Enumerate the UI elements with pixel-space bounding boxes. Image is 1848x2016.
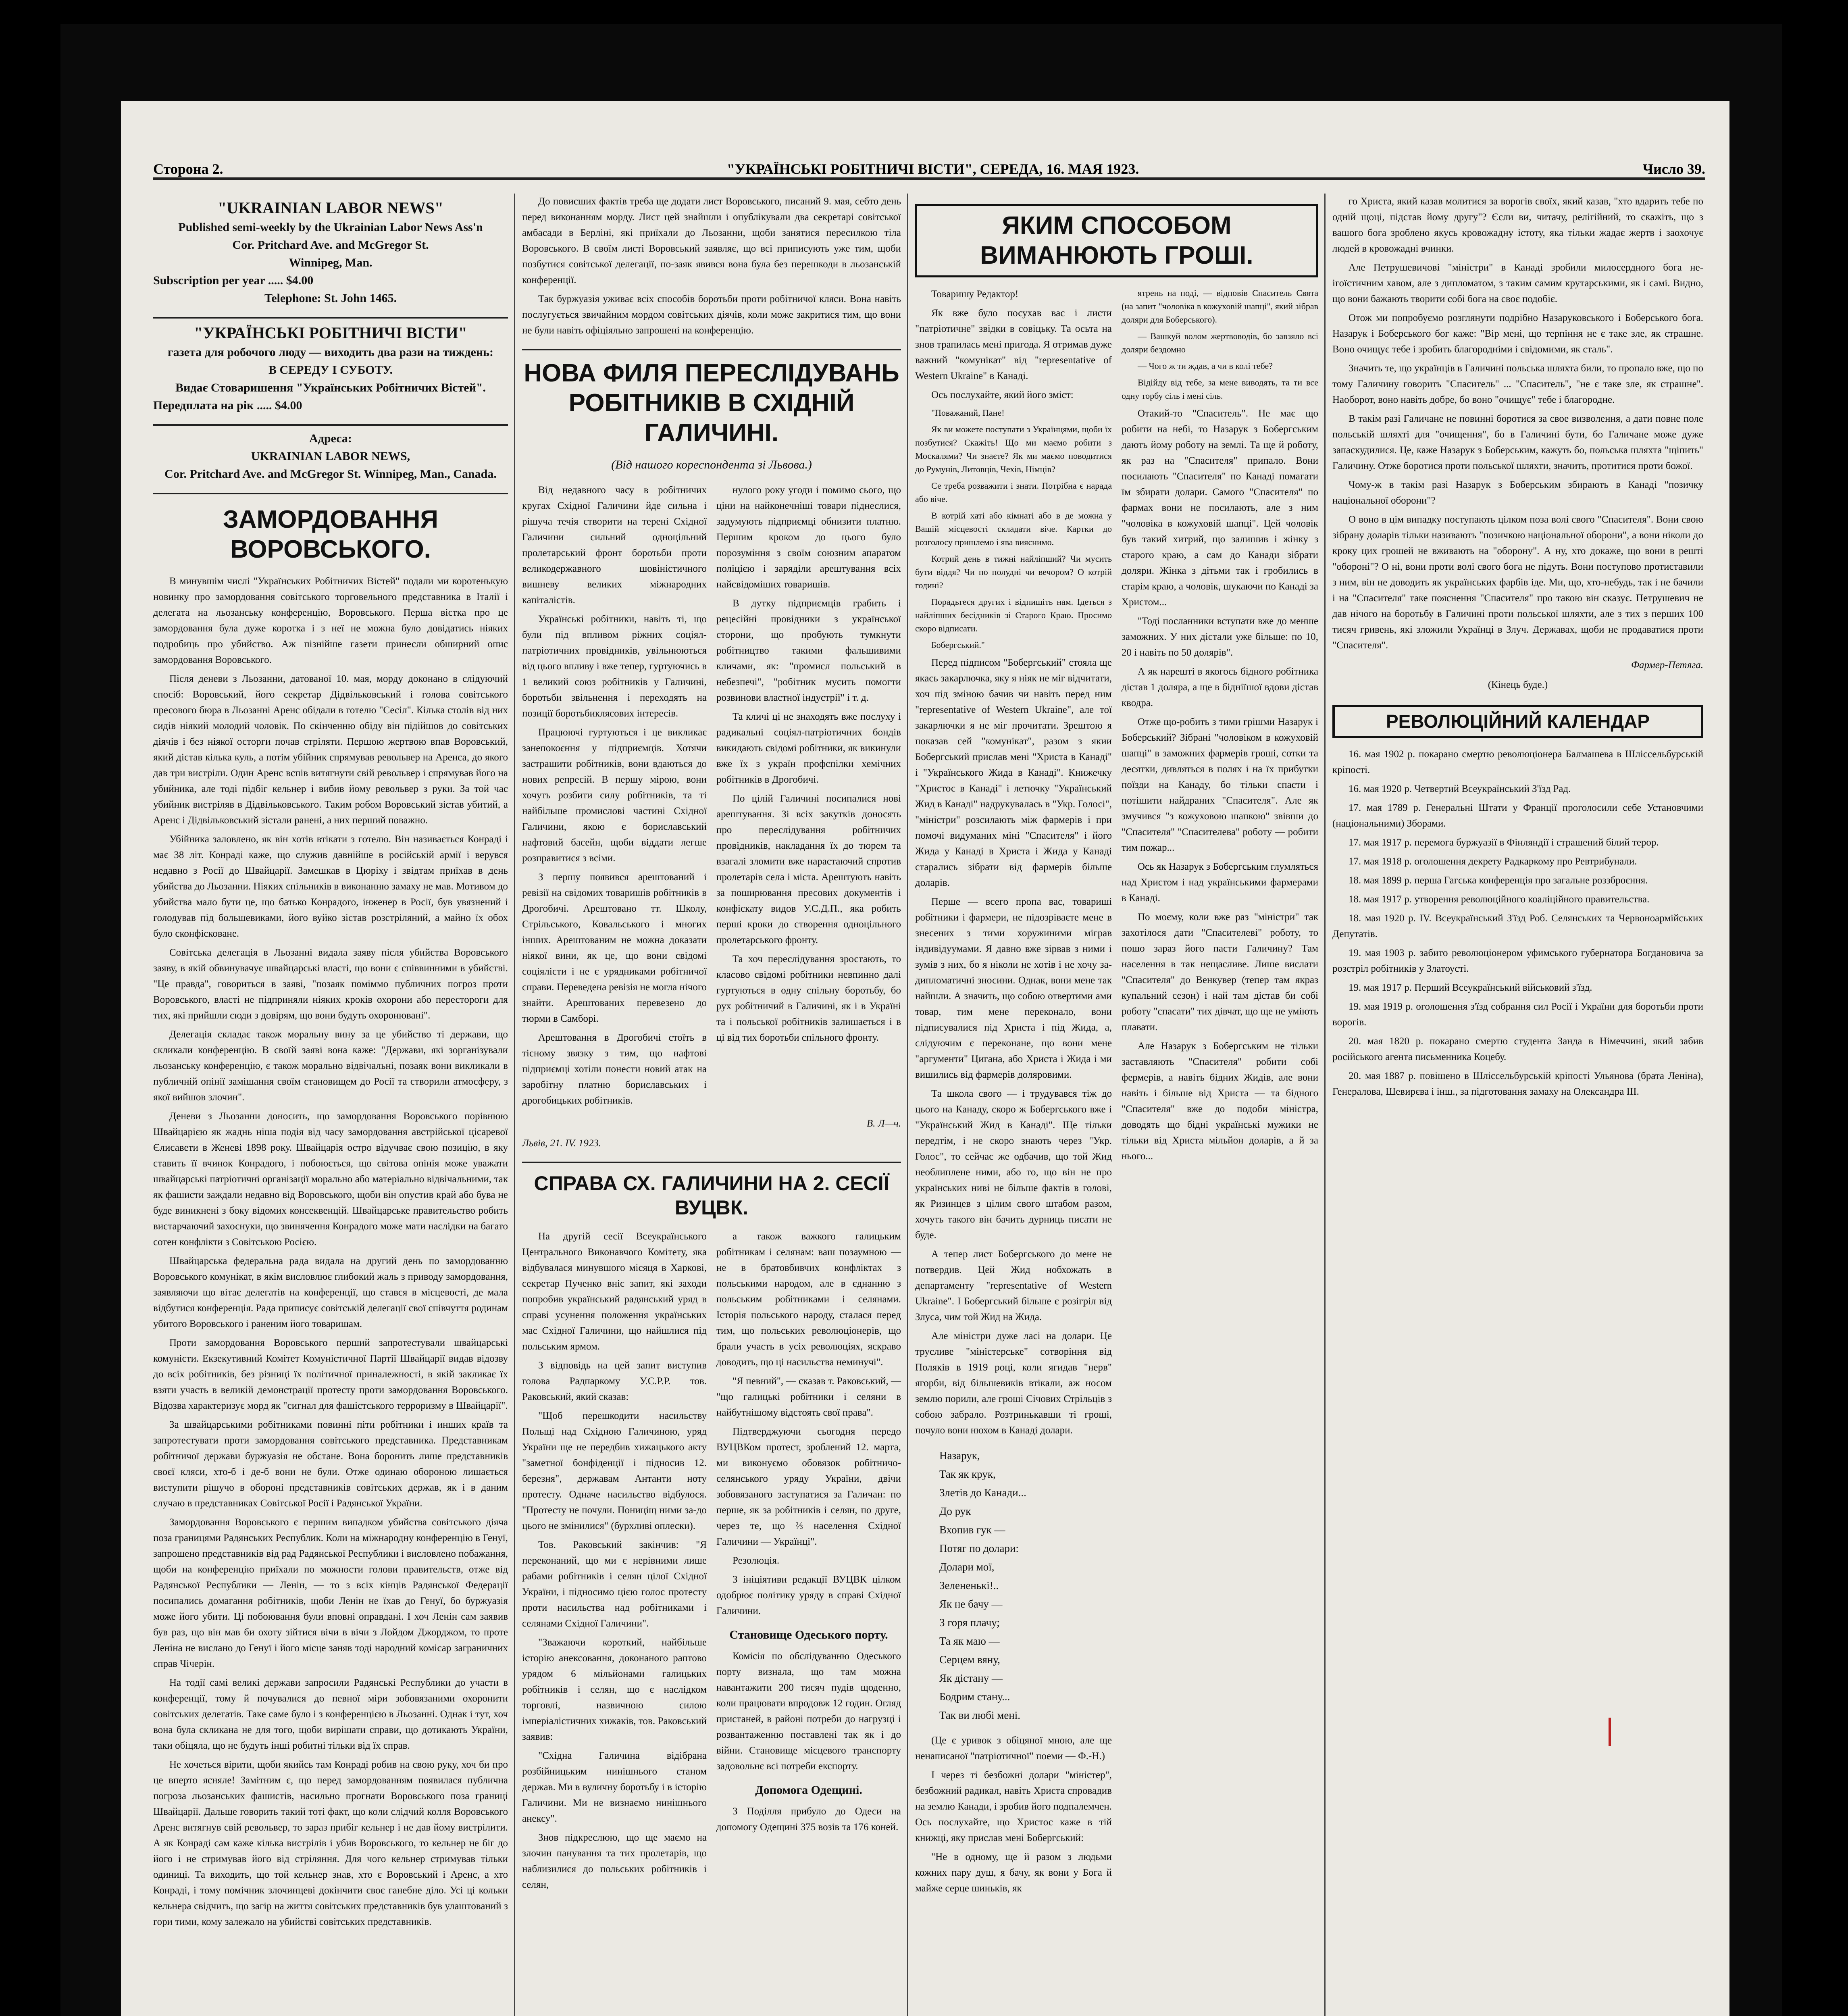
paragraph: Так буржуазія уживає всіх способів боротьби проти робітничої кляси. Вона навіть послугується звичайним мордом совітських діячів, коли може закритися тим, що вони не були навіть офіціяльно запрошені на конференцію. bbox=[522, 294, 901, 336]
article-body bbox=[522, 1229, 707, 1896]
masthead-ukr bbox=[153, 319, 508, 426]
paragraph: Від недавного часу в робітничих кругах Східної Галичини йде сильна і рішуча течія створити на терені Східної Галичини сильний одноцільний пролетарський фронт боротьби проти великодержавного шовіністичного вишневу великих міжнародних капіталістів. bbox=[522, 485, 707, 606]
poem-line: Та як маю — bbox=[939, 1635, 1000, 1647]
paragraph: Тов. Раковський закінчив: "Я переконаний, що ми є нерівними лише рабами робітників і селян цілої Східної України, і підносимо цією голос протесту проти насильства над робітниками і селянами Східної Галичини". bbox=[522, 1539, 707, 1629]
masthead-line: Видає Стоваришення "Українських Робітничих Вістей". bbox=[175, 381, 486, 394]
paragraph: Перше — всего пропа вас, товариші робітники і фармери, не підозріваєте мене в знесених з тими хоружиними міграв індивідуумами. Я давно вже зірвав з ними і зумів з них, бо я ніколи не хотів і не хочу за-дипломатичні зносини. Однак, вони мене так найшли. А значить, що собою отвертими ами товар, тим мене переконало, вони підписувалися під Христа і під Жида, а, слідуючим є переконане, що вони мене "аргументи" Цигана, або Христа і Жида і ми вишились від фармерів доляровими. bbox=[915, 896, 1112, 1080]
quoted-text bbox=[1122, 286, 1318, 402]
paragraph: Порадьтеся других і відпишіть нам. Ідеться з найліпших бесідників зі Старого Краю. Просимо скоро відписати. bbox=[915, 597, 1112, 633]
paragraph: В минувшім числі "Українських Робітничих Вістей" подали ми коротенькую новинку про замордовання совітського торговельного представника в Італії і делегата на льозанську конференцію, Воровського. Перша вістка про це замордовання була дуже коротка і з неї не можна було довідатись ніяких подробиць про убийство. Аж пізнійше газети принесли обширний опис замордовання Воровського. bbox=[153, 576, 508, 665]
paragraph: — Вашкуй волом жертвоводів, бо завзяло всі доляри бездомно bbox=[1122, 331, 1318, 354]
poem-line: До рук bbox=[939, 1505, 971, 1517]
poem-line: Серцем вяну, bbox=[939, 1654, 1000, 1666]
paragraph: Відійду від тебе, за мене виводять, та ти все одну торбу сіль і мені сіль. bbox=[1122, 377, 1318, 401]
paragraph: — Чого ж ти ждав, а чи в колі тебе? bbox=[1138, 361, 1273, 371]
to-be-continued: (Кінець буде.) bbox=[1488, 679, 1548, 690]
poem bbox=[939, 1446, 1112, 1724]
column-4 bbox=[1332, 194, 1703, 1103]
address-line: UKRAINIAN LABOR NEWS, bbox=[251, 450, 410, 463]
paragraph: 17. мая 1917 р. перемога буржуазії в Фінляндії і страшений білий терор. bbox=[1349, 837, 1659, 848]
telephone: Telephone: St. John 1465. bbox=[264, 292, 397, 305]
paragraph: Перед підписом "Бобергський" стояла ще якась закарлючка, яку я ніяк не міг відчитати, хоч під зміною бачив чи навіть перед ним "representative of Western Ukraine", але тої закарлючки я не міг прочитати. Зрештою я показав сей "комунікат", разом з якии Бобергський прислав мені "Христа в Канаді" і "Українського Жида в Канаді". Книжечку "Христос в Канаді" і летючку "Український Жид в Канаді" надрукувалась в "Укр. Голосі", "міністри" розсилають між фармерів і при помочі видуманих міні "Спасителя" і його Жида у Канаді в Христа і Жида у Канаді старались зібрати від фармерів більше доларів. bbox=[915, 657, 1112, 888]
paragraph: Але міністри дуже ласі на долари. Це трусливе "міністерське" сотворіння від Поляків в 1919 році, коли ягидав "нерв" ягорби, від більшевиків втікали, аж носом землю порили, але гроші Січових Стрільців з собою забрало. Розтринькавши ті гроші, почуло вони нюхом в Канаді долари. bbox=[915, 1331, 1112, 1436]
paragraph: "Тоді посланники вступати вже до менше заможних. У них дістали уже більше: по 10, 20 і навіть по 50 долярів". bbox=[1122, 616, 1318, 658]
paragraph: а також важкого галицьким робітникам і селянам: ваш позаумною — не в братовбивчих конфліктах з польськими народом, але в єднанню з польським робітниками і селянами. Історія польського народу, сталася перед тим, що польських революціонерів, що брали участь в усіх революціях, яскраво доводить, що ці насильства неминучі". bbox=[716, 1231, 901, 1368]
paragraph: 16. мая 1902 р. покарано смертю революціонера Балмашева в Шліссельбурській кріпості. bbox=[1332, 749, 1703, 775]
author-signature: Фармер-Петяга. bbox=[1631, 660, 1703, 671]
poem-line: Як дістану — bbox=[939, 1672, 1003, 1684]
paragraph: "Щоб перешкодити насильству Польщі над Східною Галичиною, уряд України ще не передбив хижацького акту "заметної бонфіденції і підносив 12. березня", державам Антанти ноту протесту. Одначе насильство відбулося. "Протесту не почули. Пониціщ ними за-до цього не змінилися" (бурхливі оплески). bbox=[522, 1410, 707, 1531]
poem-line: Зелененькі!.. bbox=[939, 1579, 999, 1591]
paragraph: Бобергський." bbox=[931, 640, 985, 650]
paragraph: "Не в одному, ще й разом з людьми кожних пару душ, я бачу, як вони у Бога й майже серце шиньків, як bbox=[915, 1851, 1112, 1894]
article-body bbox=[915, 1733, 1112, 1896]
paragraph: Як ви можете поступати з Українцями, щоби їх позбутися? Скажіть! Що ми маємо робити з Москалями? Чи знаєте? Як ми маємо поводитися до Румунів, Литовців, Чехів, Німців? bbox=[915, 424, 1112, 474]
paragraph: З Поділля прибуло до Одеси на допомогу Одещині 375 возів та 176 коней. bbox=[716, 1806, 901, 1833]
ink-mark bbox=[1609, 1718, 1611, 1746]
paragraph: З відповідь на цей запит виступив голова Радпаркому У.С.Р.Р. тов. Раковський, який сказав: bbox=[522, 1360, 707, 1402]
paragraph: Отакий-то "Спаситель". Не має що робити на небі, то Назарук з Бобергським дають йому роботу на землі. Та ще й роботу, як раз на "Спасителя" припало. Вони посилають "Спасителя" по Канаді помагати їм збирати долари. Самого "Спасителя" по фармах вони не посилають, але з ним "чоловіка в кожуховій шапці". Цей чоловік був такий хитрий, що залишив і жінку з старого краю, а сам до Канади зібрати доляри. Жінка з дітьми так і гробились в старім краю, а чоловік, шукаючи по Канаді за Христом... bbox=[1122, 408, 1318, 608]
column-rule bbox=[1324, 194, 1326, 2016]
masthead-title-ua: "УКРАЇНСЬКІ РОБІТНИЧІ ВІСТИ" bbox=[194, 324, 467, 342]
paragraph: Делегація складає також моральну вину за це убийство ті держави, що скликали конференцію. В своїй заяві вона каже: "Держави, які зорганізували льозанську конференцію, є також морально відвічальні, позаяк вони викликали в публичній опінії замішання своїм становищем до Росії та створили атмосферу, з якої вийшов злочин". bbox=[153, 1029, 508, 1103]
paragraph: Отож ми попробуємо розглянути подрібно Назаруковського і Боберського бога. Назарук і Боберського бог каже: "Вір мені, що терпіння не є таке зле, як страшне. Воно очищує тебе і зробить благородніми і свідомими, як сталь". bbox=[1332, 312, 1703, 355]
masthead-line: В СЕРЕДУ І СУБОТУ. bbox=[268, 363, 393, 377]
two-column-body bbox=[915, 286, 1318, 1899]
subscription-price: Subscription per year ..... $4.00 bbox=[153, 274, 314, 287]
column-1 bbox=[153, 194, 508, 1933]
paragraph: Підтверджуючи сьогодня передо ВУЦВКом протест, зроблений 12. марта, ми виконуємо обовязок робітничо-селянського уряду України, двічи зобовязаного заступатися за Галичан: по перше, як за робітників і селян, по друге, через те, що ⅔ населення Східної Галичини — Українці". bbox=[716, 1426, 901, 1547]
paragraph: Убійника заловлено, як він хотів втікати з готелю. Він називається Конраді і має 38 літ. Конраді каже, що служив давнійше в російській армії і верувся недавно з Росії до Швайцарії. Замешкав в Цюріху і звідтам приїхав в день убийства до Льозанни. Ніяких спільників в виконанню замаху не мав. Мотивом до убийства мало бути це, що батько Конрадого, інженер в Росії, був увязнений і голодував під большевиками, його вуйко зістав розстріляний, а майно їх обох було сконфісковане. bbox=[153, 834, 508, 939]
paragraph: го Христа, який казав молитися за ворогів своїх, який казав, "хто вдарить тебе по одній щоці, підстав йому другу"? Єсли ви, читачу, релігійний, то скажіть, що з вашого бога зроблено якусь кровожадну істоту, яка тільки жадає жертв і заохочує людей в кровожадні вчинки. bbox=[1332, 196, 1703, 254]
issue-number: Число 39. bbox=[1642, 161, 1705, 177]
article-body bbox=[716, 1229, 901, 1619]
paragraph: А тепер лист Бобергського до мене не потвердив. Цей Жид нобхожать в департаменту "representative of Western Ukraine". І Бобергський більше є розігріл від Злуса, чим той Жид на Жида. bbox=[915, 1249, 1112, 1322]
poem-line: Злетів до Канади... bbox=[939, 1487, 1026, 1499]
article-body bbox=[716, 1229, 901, 1896]
masthead-title-en: "UKRAINIAN LABOR NEWS" bbox=[217, 199, 444, 217]
column-rule bbox=[514, 194, 515, 2016]
poem-line: Назарук, bbox=[939, 1450, 980, 1462]
article-body bbox=[1122, 286, 1318, 1899]
paragraph: нулого року угоди і помимо сього, що ціни на найконечніші товари піднеслися, задумують підприємці обнизити платню. Першим кроком до цього було порозуміння з своїм союзним апаратом поліцією і заряділи арештування всіх найсвідоміших товаришів. bbox=[716, 485, 901, 590]
two-column-body bbox=[522, 1229, 901, 1896]
paragraph: За швайцарськими робітниками повинні піти робітники і инших країв та запротестувати проти замордовання совітського представника. Представникам робітничої держави буржуазія не обстане. Вона боронить лише представників своєї кляси, хто-б і де-б вони не були. Отже одинаю обороною лишається виступити рішучо в обороні представників совітських держав, як і в даним случаю в представниках Совітської Росії і Радянської України. bbox=[153, 1419, 508, 1509]
paragraph: 18. мая 1917 р. утворення революційного коаліційного правительства. bbox=[1349, 894, 1650, 905]
paragraph: 18. мая 1899 р. перша Гагська конференція про загальне роззброєння. bbox=[1349, 875, 1648, 886]
paragraph: З ініціятиви редакції ВУЦВК цілком одобрює політику уряду в справі Східної Галичини. bbox=[716, 1574, 901, 1616]
masthead-line: Cor. Pritchard Ave. and McGregor St. bbox=[232, 238, 429, 252]
paragraph: Після деневи з Льозанни, датованої 10. мая, морду доконано в слідуючий спосіб: Воровський, його секретар Дідвільковський і голова совітського пресового бюра в Льозанні Аренс обідали в готелю "Сесіл". Кілька столів від них сидів ніякий молодий чоловік. По скінченню обіду він підійшов до совітських діячів і без ніякої осторги почав стріляти. Першою жертвою впав Воровський, який дістав кілька куль, а потім убійник спрямував револьвер на Аренса, до якого дав три вистріли. Один Аренс вспів витягнути свій револьвер і спрямував його на убийника, але тоді підбіг кельнер і вибив йому револьвер з руки. За той час убийник вистріляв в Дідвільковського. Таким робом Воровський зістав убитий, а Аренс і Дідвільковський зістали ранені, а них перший поважно. bbox=[153, 673, 508, 826]
paragraph: Резолюція. bbox=[733, 1555, 780, 1566]
paragraph: Отже що-робить з тими грішми Назарук і Боберський? Зібрані "чоловіком в кожуховій шапці" в заможних фармерів гроші, сотки та десятки, дивляться в полях і на їх прибутки поїзди на Канаду, бо тільки спасти і потішити найдраних "Спасителя". Але як змучився "з кожуховою шапкою" звівши до "Спасителя" "Спасителева" роботу — робити тим пожар... bbox=[1122, 716, 1318, 853]
paragraph: Ось послухайте, який його зміст: bbox=[931, 389, 1074, 400]
poem-line: Долари мої, bbox=[939, 1561, 995, 1573]
paragraph: Українські робітники, навіть ті, що були під впливом ріжних соціял-патріотичних провідників, увільнюються від цього впливу і вже тепер, гуртуючись в 1 великий союз робітників у Галичині, боротьби звільнення і переходять на позиції боротьбиклясових інтересів. bbox=[522, 614, 707, 719]
poem-line: Вхопив гук — bbox=[939, 1524, 1005, 1536]
poem-line: Так ви любі мені. bbox=[939, 1709, 1021, 1721]
paragraph: До повисших фактів треба ще додати лист Воровського, писаний 9. мая, себто день перед виконанням морду. Лист цей знайшли і опублікували два секретарі совітської амбасади в Берліні, які приїхали до Льозанни, щоби занятися пересилкою тіла Воровського. В своїм листі Воровський заявляє, що всі приписують уже тим, щоби позбутися совітської делегації, по-заяк явився вона була без перешкоди в льозанській конференції. bbox=[522, 196, 901, 285]
paragraph: Котрий день в тижні найліпший? Чи мусить бути віддя? Чи по полудні чи вечором? О котрій годині? bbox=[915, 554, 1112, 590]
poem-line: Потяг по долари: bbox=[939, 1542, 1019, 1554]
paragraph: На тодії самі великі держави запросили Радянські Республики до участи в конференції, тому й почувалися до певної міри зобовязаними охоронити совітських делегатів. Таке саме було і з конференцією в Льозанні. Однак і тут, хоч вона була скликана не для того, щоби вирішати справи, що дотикають України, таки обіцяла, що не будуть інші робитні тільки від їх справ. bbox=[153, 1677, 508, 1751]
paragraph: А як нарешті в якогось бідного робітника дістав 1 доляра, а ще в бідніїшої вдови дістав кводра. bbox=[1122, 666, 1318, 708]
poem-line: Як не бачу — bbox=[939, 1598, 1003, 1610]
paragraph: Не хочеться вірити, щоби якийсь там Конраді робив на свою руку, хоч би про це вперто ясняле! Замітним є, що перед замордованням появилася публична погроза льозанських фашистів, насильно прогнати Воровського поза границі Швайцарії. Дальше говорить такий тоті факт, що коли слідчий колля Воровського Аренс витягнув свій револьвер, то зараз прибіг кельнер і не дав йому вистрілити. А як Конраді сам каже кілька вистрілів і убив Воровського, то кельнер не біг до його і не стримував його від стріляння. Для чого кельнер стримував тільки одиниці. Та виходить, що той кельнер знав, хто є Воровський і Аренс, а хто Конраді, і тому помічник злочинцеві докінчити своє ганебне діло. Усі ці кольки кельнера свідчить, що загір на життя совітських представників був улаштований з гори тими, кому залежало на убийстві совітських представників. bbox=[153, 1759, 508, 1927]
paragraph: 19. мая 1903 р. забито революціонером уфимського губернатора Богдановича за розстріл робітників у Златоусті. bbox=[1332, 948, 1703, 974]
page-header bbox=[153, 141, 1705, 180]
article-body bbox=[716, 482, 901, 1112]
poem-line: Бодрим стану... bbox=[939, 1691, 1010, 1703]
paragraph: Се треба розважити і знати. Потрібна є нарада або віче. bbox=[915, 481, 1112, 504]
article-headline: ЯКИМ СПОСОБОМ ВИМАНЮЮТЬ ГРОШІ. bbox=[915, 204, 1318, 277]
paragraph: Арештовання в Дрогобичі стоїть в тісному звязку з тим, що нафтові підприємці хотіли понести новий атак на заробітну платню бориславських і дрогобицьких робітників. bbox=[522, 1032, 707, 1106]
article-body bbox=[153, 573, 508, 1930]
subheading: Допомога Одещині. bbox=[755, 1783, 862, 1797]
paragraph: По цілій Галичині посипалися нові арештування. Зі всіх закутків доносять про переслідування робітничих провідників, накладання їх до тюрем та взагалі зломити вже нарастаючий спротив пролетарів села і міста. Арештують навіть за поширювання пресових документів і конфіскату видов У.С.Д.П., яка робить перші кроки до створення одноцільного пролетарського фронту. bbox=[716, 793, 901, 946]
paragraph: Але Назарук з Бобергським не тільки заставляють "Спасителя" робити собі фермерів, а навіть бідних Жидів, але вони навіть і більше від Христа — та бідного "Спасителя" вже до подоби міністра, доводять що бідні українські мужики не тільки від Христа мільйон доларів, а й за нього... bbox=[1122, 1041, 1318, 1162]
address-line: Cor. Pritchard Ave. and McGregor St. Winnipeg, Man., Canada. bbox=[164, 467, 497, 481]
masthead-address bbox=[153, 426, 508, 494]
revolutionary-calendar bbox=[1332, 746, 1703, 1100]
paragraph: Працюючі гуртуються і це викликає занепокоєння у підприємців. Хотячи застрашити робітників, вони вдаються до нових репресій. В першу мірою, вони хочуть розбити силу робітників, та ті найбільше промислові частині Східної Галичини, якою є бориславський нафтовий басейн, щоби віддати легше розправитися з всіми. bbox=[522, 727, 707, 864]
paragraph: Як вже було посухав вас і листи "патріотичне" звідки в совіцьку. Та осьта на знов трапилась мені пригода. Я отримав дуже важний "комунікат" від "representative of Western Ukraine" в Канаді. bbox=[915, 308, 1112, 381]
paragraph: Значить те, що українців в Галичині польська шляхта били, то пропало вже, що по тому Галичину говорить "Спаситель" ... "Спаситель", "не є таке зле, як страшне". Наоборот, воно навіть добре, бо воно "очищує" тебе і благородне. bbox=[1332, 363, 1703, 405]
article-byline: (Від нашого кореспондента зі Львова.) bbox=[611, 458, 812, 471]
article-body bbox=[915, 286, 1112, 1899]
dateline: Львів, 21. IV. 1923. bbox=[522, 1138, 601, 1149]
paragraph: В котрій хаті або кімнаті або в де можна у Вашій місцевості складати віче. Картки до розголосу пришлемо і ява вияснимо. bbox=[915, 510, 1112, 547]
newspaper-page bbox=[121, 101, 1729, 2016]
paragraph: В дутку підприємців грабить і рецесійні провідники з української сторони, що пробують тумкнути робітництво такими фальшивими кличами, як: "промисл польський в небезпечі", "робітник мусить помогти розвинови властної індустрії" і т. д. bbox=[716, 598, 901, 703]
article-body bbox=[915, 286, 1112, 403]
paragraph: Та школа свого — і трудувався тіж до цього на Канаду, скоро ж Бобергського вже і "Український Жид в Канаді". Ще тільки передтім, і не скоро знають через "Укр. Голос", то сейчас же одбачив, що той Жид необлиплене ними, або то, що він не про українських ниві не більше фактів в голові, як Ризинцев з цілим свого штабом разом, хочуть такого він бачить дурниць писати не буде. bbox=[915, 1088, 1112, 1241]
paragraph: ятрень на поді, — відповів Спаситель Свята (на запит "чоловіка в кожуховій шапці", який зібрав доляри для Боберського). bbox=[1122, 288, 1318, 325]
column-rule bbox=[907, 194, 908, 2016]
article-body bbox=[915, 655, 1112, 1438]
paragraph: (Це є уривок з обіцяної мною, але ще ненаписаної "патріотичної" поеми — Ф.-Н.) bbox=[915, 1735, 1112, 1762]
column-3 bbox=[915, 194, 1318, 1899]
paragraph: О воно в цім випадку поступають цілком поза волі свого "Спасителя". Вони свою зібрану доларів тільки називають "позичкою національної оборони", а вони ніколи до кроку цих грошей не вживають на "оборону". А ну, хто докаже, що вони в решті "обороні"? О ні, вони проти волі свого бога не підуть. Вони поступово протиставили з ним, він не доводить як українських фарбів іде. Ми, що, хто-небудь, так і не бачили і на "Спасителя" таке пояснення "Спасителя" про такою він сказує. Петрушевич не дав нічого на боротьбу в Галичині проти польської шляхти, але з тих з перших 100 тисяч гривень, які зложили Українці в Злуч. Державах, щоби не продаватися проти "Спасителя". bbox=[1332, 514, 1703, 651]
article-headline: НОВА ФИЛЯ ПЕРЕСЛІДУВАНЬ РОБІТНИКІВ В СХІДНІЙ ГАЛИЧИНІ. bbox=[522, 349, 901, 448]
paragraph: "Зважаючи короткий, найбільше історію анексовання, доконаного раптово урядом 6 мільйонами галицьких робітників і селян, що є наслідком торговлі, назвичною силою імперіалістичних хижаків, тов. Раковський заявив: bbox=[522, 1637, 707, 1742]
paragraph: "Я певний", — сказав т. Раковський, — "що галицькі робітники і селяни в найбутнішому відстоять свої права". bbox=[716, 1376, 901, 1418]
subheading: Становище Одеського порту. bbox=[729, 1628, 888, 1641]
paragraph: Знов підкреслюю, що ще маємо на злочин панування та тих пролетарів, що наблизилися до польських робітників і селян, bbox=[522, 1832, 707, 1890]
paragraph: Проти замордовання Воровського перший запротестували швайцарські комуністи. Екзекутивний Комітет Комуністичної Партії Швайцарії видав відозву до всіх робітників, без різниці їх політичної приналежності, в якій закликає їх взяти участь в великій демонстрації протесту проти замордовання Воровського. Відозва характеризує морд як "сигнал для фашістського терроризму в Швайцарії". bbox=[153, 1337, 508, 1411]
paragraph: 20. мая 1887 р. повішено в Шліссельбурській кріпості Ульянова (брата Леніна), Генералова, Шевирєва і інш., за підготовання замаху на Олександра III. bbox=[1332, 1070, 1703, 1097]
paragraph: Швайцарська федеральна рада видала на другий день по замордованню Воровського комунікат, в якім висловлює глибокий жаль з приводу замордовання, заявляючи що вітає делегатів на конференції, що стався в місцевості, де мала відбутися конференція. Рада приписує совітській делегації свої співчуття родинам убитого Воровського і раненим його товаришам. bbox=[153, 1256, 508, 1329]
paragraph: Комісія по обслідуванню Одеського порту визнала, що там можна навантажити 200 тисяч пудів щоденно, коли працювати впродовж 12 годин. Огляд пристаней, в районі потреби до нагрузці і розвантаженню поставлені так як і до війни. Становище місцевого транспорту задовольнє всі потреби експорту. bbox=[716, 1651, 901, 1772]
paragraph: 17. мая 1918 р. оголошення декрету Радкаркому про Ревтрибунали. bbox=[1349, 856, 1637, 867]
quoted-letter bbox=[915, 406, 1112, 652]
paragraph: В такім разі Галичане не повинні боротися за свое визволення, а дати повне поле польській шляхті для "очищення", бо в Галичині бути, бо Галичане може дуже запаскудилися. Це, каже Назарук з Боберським, кажуть бо, польська шляхта "щіпить" Галичину. Отже боротися проти польської шляхти, значить, протитися проти божої. bbox=[1332, 413, 1703, 471]
paragraph: Та хоч переслідування зростають, то класово свідомі робітники невпинно далі гуртуються в одну спільну боротьбу, бо рух робітничий в Галичині, як і в Україні та і польської робітників залишається і в ці від тих боротьби спільного фронту. bbox=[716, 954, 901, 1043]
masthead-line: Published semi-weekly by the Ukrainian Labor News Ass'n bbox=[178, 221, 483, 234]
paragraph: 19. мая 1919 р. оголошення з'їзд собрання сил Росії і України для боротьби проти ворогів. bbox=[1332, 1001, 1703, 1028]
paper-title-date: "УКРАЇНСЬКІ РОБІТНИЧІ ВІСТИ", СЕРЕДА, 16. МАЯ 1923. bbox=[726, 161, 1139, 177]
paragraph: 16. мая 1920 р. Четвертий Всеукраїнський З'їзд Рад. bbox=[1349, 783, 1571, 794]
paragraph: 18. мая 1920 р. IV. Всеукраїнський З'їзд Роб. Селянських та Червоноармійських Депутатів. bbox=[1332, 913, 1703, 939]
paragraph: І через ті безбожні долари "міністер", безбожний радикал, навіть Христа спровадив на землю Канади, і зробив його подпалемчен. Ось послухайте, що Христос каже в тій книжці, яку прислав мені Бобергський: bbox=[915, 1770, 1112, 1843]
masthead-line: газета для робочого люду — виходить два рази на тиждень: bbox=[168, 346, 493, 359]
page-number: Сторона 2. bbox=[153, 161, 223, 177]
paragraph: Чому-ж в такім разі Назарук з Боберським збирають в Канаді "позичку національної оборони"? bbox=[1332, 479, 1703, 506]
calendar-heading: РЕВОЛЮЦІЙНИЙ КАЛЕНДАР bbox=[1332, 705, 1703, 738]
paragraph: По моєму, коли вже раз "міністри" так захотілося дати "Спасителеві" роботу, то пошо зараз його пасти Галичину? Там населення в так нещасливе. Лише вислати "Спасителя" до Венкувер (тепер там якраз купальний сезон) і най там дістав би собі роботу "спасати" тих дівчат, що ще не уміють плавати. bbox=[1122, 912, 1318, 1033]
paragraph: 17. мая 1789 р. Генеральні Штати у Франції проголосили себе Установчими (національними) Зборами. bbox=[1332, 802, 1703, 829]
article-body bbox=[1332, 194, 1703, 653]
paragraph: Та кличі ці не знаходять вже послуху і радикальні соціял-патріотичних бондів викидають свідомі робітники, як викинули вже їх з україн профспілки хемічних робітників в Дрогобичі. bbox=[716, 711, 901, 785]
paragraph: На другій сесії Всеукраїнського Центрального Виконавчого Комітету, яка відбувалася минувшого місяця в Харкові, секретар Пученко вніс запит, які заходи попробив український радянський уряд в справі усунення положення українських мас Східної Галичини, що найшлися під польським ярмом. bbox=[522, 1231, 707, 1352]
paragraph: "Поважаний, Пане! bbox=[931, 408, 1005, 418]
paragraph: Деневи з Льозанни доносить, що замордовання Воровського порівнюю Швайцарією як жаднь ніша подія від часу замордовання австрійської цісаревої Єлисавети в Женеві 1898 року. Швайцарія остро відучває свою позицію, в яку ставить її вчинок Конрадого, і побоюється, що світова опінія може уважати швайцарські патріотичні організації морально або матеріально відвічальними, так як фашисти заждали недавно від Воровського, щоби він опустив край або бува не буде виникнені з боку відомих консеквенцій. Швайцарське правительство робить вистарчаючий захоснуки, що звинячення Конрадого може мати наслідки на багато сотен конфлікти з Совітською Росією. bbox=[153, 1111, 508, 1248]
article-body bbox=[522, 482, 707, 1112]
two-column-body bbox=[522, 482, 901, 1112]
paragraph: З першу появився арештований і ревізії на свідомих товаришів робітників в Дрогобичі. Арештовано тт. Школу, Стрільського, Ковальського і многих інших. Арештованим не можна доказати ніякої вини, як це, що вони свідомі соціялісти і не є урядниками робітничої справи. Переведена ревізія не могла нічого знайти. Арештованих перевезено до тюрми в Самборі. bbox=[522, 872, 707, 1024]
author-signature: В. Л—ч. bbox=[866, 1118, 901, 1129]
poem-line: Так як крук, bbox=[939, 1468, 996, 1480]
article-headline: СПРАВА СХ. ГАЛИЧИНИ НА 2. СЕСІЇ ВУЦВК. bbox=[522, 1162, 901, 1220]
paragraph: 20. мая 1820 р. покарано смертю студента Занда в Німеччині, який забив російського агента письменника Коцебу. bbox=[1332, 1036, 1703, 1062]
paragraph: Замордовання Воровського є першим випадком убийства совітського діяча поза границями Радянських Республик. Коли на міжнародну конференцію в Генуї, запрошено представників від рад Радянської Республики і висловлено побажання, щоби на конференцію приїхали по можности голови правительств, отже від Радянської Республики — Ленін, — то з всіх кінців Радянської Федерації посипались домагання робітників, щоби Ленін не їхав до Генуї, бо буржуазія може його убити. Ці побоювання були вповні оправдані. І хоч Ленін сам заявив був раз, що він мав би охоту зійтися вічи в вічи з Лойдом Джорджом, то проте Леніна не вислано до Генуї і його місце заняв тоді народний комісар заграничних справ Чічерін. bbox=[153, 1517, 508, 1669]
masthead bbox=[153, 194, 508, 319]
paragraph: Ось як Назарук з Бобергським глумляться над Христом і над українськими фармерами в Канаді. bbox=[1122, 861, 1318, 904]
article-body bbox=[1122, 406, 1318, 1164]
column-2 bbox=[522, 194, 901, 1896]
annual-price: Передплата на рік ..... $4.00 bbox=[153, 399, 302, 412]
paragraph: "Східна Галичина відібрана розбійницьким нинішнього станом держав. Ми в вуличну боротьбу і в історію Галичини. Ми не визнаємо нинішнього анексу". bbox=[522, 1750, 707, 1824]
paragraph: 19. мая 1917 р. Перший Всеукраїнський військовий з'їзд. bbox=[1349, 982, 1592, 993]
paragraph: Совітська делегація в Льозанні видала заяву після убийства Воровського заяву, в якій обвинувачує швайцарські власті, що вони є співвинними в убийстві. "Це правда", говориться в заяві, "позаяк поміммо публичних погроз проти Воровського, власті не підприняли ніяких кроків охорони або перестороги для тих, які прийшли сюди з довірям, що вони будуть охоронювані". bbox=[153, 947, 508, 1021]
paragraph: Товаришу Редактор! bbox=[931, 289, 1019, 300]
article-continuation bbox=[522, 194, 901, 338]
poem-line: З горя плачу; bbox=[939, 1616, 1000, 1629]
masthead-line: Winnipeg, Man. bbox=[289, 256, 373, 269]
article-headline: ЗАМОРДОВАННЯ ВОРОВСЬКОГО. bbox=[223, 506, 438, 563]
paragraph: Але Петрушевичові "міністри" в Канаді зробили милосердного бога не-ігоїстичним хавом, але з дипломатом, з таким самим крутарськими, як і самі. Видно, що вони бажають творити собі бога на своє подобіє. bbox=[1332, 262, 1703, 304]
address-label: Адреса: bbox=[309, 432, 352, 445]
